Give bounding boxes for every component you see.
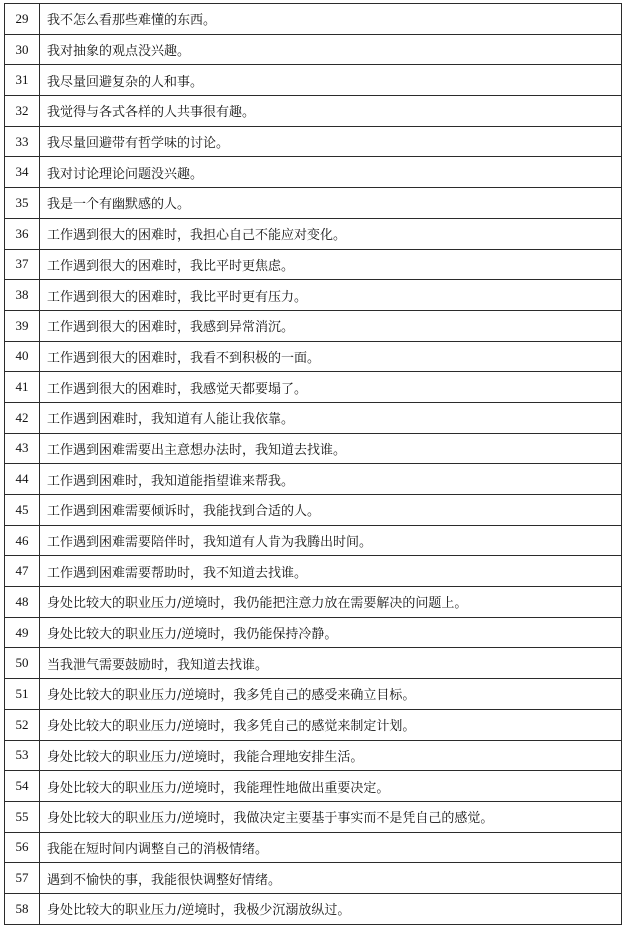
item-statement: 我尽量回避带有哲学味的讨论。 <box>40 126 622 157</box>
item-statement: 身处比较大的职业压力/逆境时，我仍能保持冷静。 <box>40 617 622 648</box>
table-row <box>5 402 622 433</box>
table-row <box>5 771 622 802</box>
item-statement: 我对抽象的观点没兴趣。 <box>40 34 622 65</box>
item-number: 44 <box>5 464 40 495</box>
item-statement: 工作遇到很大的困难时，我担心自己不能应对变化。 <box>40 218 622 249</box>
table-row <box>5 893 622 924</box>
table-row <box>5 709 622 740</box>
item-number: 45 <box>5 495 40 526</box>
table-row <box>5 280 622 311</box>
item-number: 34 <box>5 157 40 188</box>
item-number: 57 <box>5 863 40 894</box>
table-row <box>5 464 622 495</box>
item-number: 58 <box>5 893 40 924</box>
item-number: 38 <box>5 280 40 311</box>
table-row <box>5 188 622 219</box>
item-statement: 遇到不愉快的事，我能很快调整好情绪。 <box>40 863 622 894</box>
item-number: 31 <box>5 65 40 96</box>
table-row <box>5 648 622 679</box>
item-number: 43 <box>5 433 40 464</box>
table-row <box>5 679 622 710</box>
item-number: 32 <box>5 96 40 127</box>
item-number: 30 <box>5 34 40 65</box>
table-row <box>5 863 622 894</box>
item-number: 41 <box>5 372 40 403</box>
item-number: 52 <box>5 709 40 740</box>
item-number: 46 <box>5 525 40 556</box>
item-statement: 我觉得与各式各样的人共事很有趣。 <box>40 96 622 127</box>
item-number: 48 <box>5 587 40 618</box>
item-number: 54 <box>5 771 40 802</box>
item-statement: 工作遇到困难需要出主意想办法时，我知道去找谁。 <box>40 433 622 464</box>
table-row <box>5 617 622 648</box>
table-row <box>5 34 622 65</box>
item-number: 39 <box>5 310 40 341</box>
item-number: 49 <box>5 617 40 648</box>
item-number: 29 <box>5 4 40 35</box>
table-row <box>5 832 622 863</box>
item-number: 55 <box>5 801 40 832</box>
questionnaire-table <box>4 3 622 925</box>
item-statement: 我是一个有幽默感的人。 <box>40 188 622 219</box>
item-statement: 身处比较大的职业压力/逆境时，我多凭自己的感受来确立目标。 <box>40 679 622 710</box>
table-row <box>5 587 622 618</box>
item-statement: 身处比较大的职业压力/逆境时，我能理性地做出重要决定。 <box>40 771 622 802</box>
table-row <box>5 341 622 372</box>
item-statement: 工作遇到困难需要帮助时，我不知道去找谁。 <box>40 556 622 587</box>
table-row <box>5 433 622 464</box>
table-row <box>5 740 622 771</box>
item-statement: 我不怎么看那些难懂的东西。 <box>40 4 622 35</box>
item-statement: 工作遇到困难时，我知道有人能让我依靠。 <box>40 402 622 433</box>
item-statement: 我对讨论理论问题没兴趣。 <box>40 157 622 188</box>
table-row <box>5 96 622 127</box>
item-statement: 我尽量回避复杂的人和事。 <box>40 65 622 96</box>
table-row <box>5 495 622 526</box>
item-number: 37 <box>5 249 40 280</box>
item-number: 53 <box>5 740 40 771</box>
table-row <box>5 157 622 188</box>
item-number: 50 <box>5 648 40 679</box>
table-row <box>5 249 622 280</box>
item-statement: 身处比较大的职业压力/逆境时，我多凭自己的感觉来制定计划。 <box>40 709 622 740</box>
item-number: 35 <box>5 188 40 219</box>
item-number: 42 <box>5 402 40 433</box>
item-statement: 工作遇到很大的困难时，我感觉天都要塌了。 <box>40 372 622 403</box>
item-number: 40 <box>5 341 40 372</box>
table-row <box>5 218 622 249</box>
table-row <box>5 310 622 341</box>
table-row <box>5 372 622 403</box>
item-statement: 我能在短时间内调整自己的消极情绪。 <box>40 832 622 863</box>
item-number: 51 <box>5 679 40 710</box>
item-number: 36 <box>5 218 40 249</box>
item-statement: 身处比较大的职业压力/逆境时，我能合理地安排生活。 <box>40 740 622 771</box>
table-row <box>5 4 622 35</box>
item-number: 47 <box>5 556 40 587</box>
item-statement: 身处比较大的职业压力/逆境时，我做决定主要基于事实而不是凭自己的感觉。 <box>40 801 622 832</box>
item-statement: 工作遇到很大的困难时，我比平时更有压力。 <box>40 280 622 311</box>
item-number: 56 <box>5 832 40 863</box>
item-statement: 工作遇到困难需要陪伴时，我知道有人肯为我腾出时间。 <box>40 525 622 556</box>
questionnaire-rows <box>5 4 622 925</box>
item-statement: 当我泄气需要鼓励时，我知道去找谁。 <box>40 648 622 679</box>
table-row <box>5 801 622 832</box>
table-row <box>5 126 622 157</box>
item-statement: 工作遇到很大的困难时，我看不到积极的一面。 <box>40 341 622 372</box>
item-statement: 工作遇到很大的困难时，我比平时更焦虑。 <box>40 249 622 280</box>
item-number: 33 <box>5 126 40 157</box>
item-statement: 工作遇到困难时，我知道能指望谁来帮我。 <box>40 464 622 495</box>
item-statement: 身处比较大的职业压力/逆境时，我仍能把注意力放在需要解决的问题上。 <box>40 587 622 618</box>
table-row <box>5 525 622 556</box>
item-statement: 身处比较大的职业压力/逆境时，我极少沉溺放纵过。 <box>40 893 622 924</box>
table-row <box>5 65 622 96</box>
item-statement: 工作遇到很大的困难时，我感到异常消沉。 <box>40 310 622 341</box>
table-row <box>5 556 622 587</box>
item-statement: 工作遇到困难需要倾诉时，我能找到合适的人。 <box>40 495 622 526</box>
